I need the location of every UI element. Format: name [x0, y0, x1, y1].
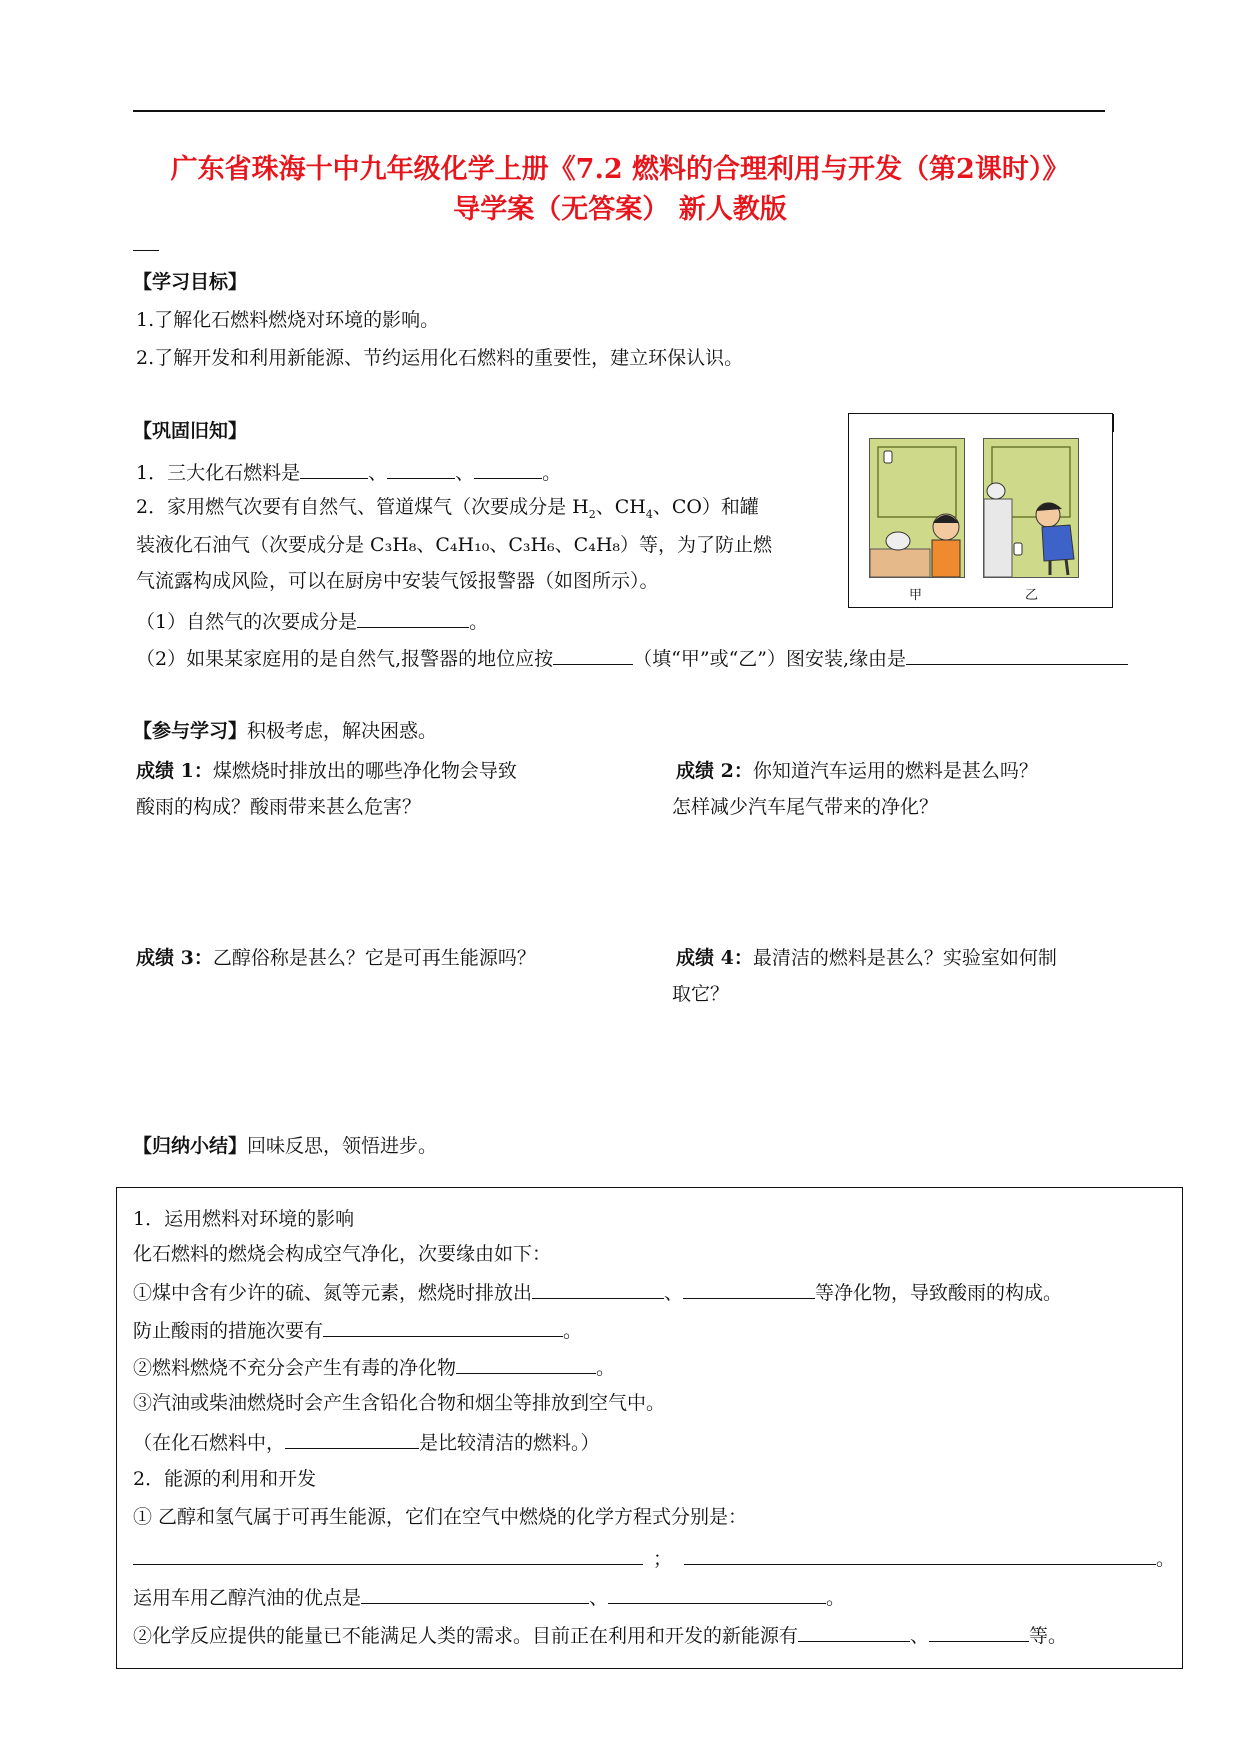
separator: 、 — [664, 1282, 684, 1304]
answer-blank[interactable] — [798, 1621, 910, 1642]
separator: 、 — [910, 1625, 930, 1647]
task-4-line1 — [676, 945, 1057, 971]
review-heading: 【巩固旧知】 — [133, 420, 248, 442]
small-dash — [133, 250, 159, 251]
objective-2: 2.了解开发和利用新能源、节约运用化石燃料的重要性，建立环保认识。 — [136, 347, 744, 369]
separator: 、 — [368, 462, 388, 484]
item-text: ②燃料燃烧不充分会产生有毒的净化物 — [133, 1357, 457, 1379]
task-4-line2: 取它？ — [672, 983, 730, 1005]
kitchen-illustration-right — [984, 439, 1078, 577]
answer-blank[interactable] — [929, 1621, 1029, 1642]
answer-blank[interactable] — [906, 644, 1128, 665]
figure-label-jia: 甲 — [909, 588, 923, 603]
task-2-text: 你知道汽车运用的燃料是甚么吗？ — [752, 760, 1038, 782]
summary-s1-item3: ③汽油或柴油燃烧时会产生含铅化合物和烟尘等排放到空气中。 — [133, 1392, 666, 1414]
participate-tail: 积极考虑，解决困惑。 — [247, 720, 438, 742]
doc-title-line1: 广东省珠海十中九年级化学上册《7.2 燃料的合理利用与开发（第2课时）》 — [170, 154, 1070, 185]
answer-blank[interactable] — [285, 1428, 419, 1449]
task-2-line2: 怎样减少汽车尾气带来的净化？ — [672, 796, 939, 818]
review-q1-prefix: 1．三大化石燃料是 — [136, 462, 301, 484]
task-2-label: 成绩 2： — [676, 760, 753, 782]
objectives-heading: 【学习目标】 — [133, 271, 248, 293]
answer-blank[interactable] — [323, 1316, 563, 1337]
answer-blank[interactable] — [553, 644, 633, 665]
task-1-line1 — [136, 758, 517, 784]
review-q2-sub1 — [136, 607, 488, 635]
subscript: 4 — [645, 507, 653, 521]
participate-heading-line — [133, 718, 437, 744]
separator: 、 — [589, 1587, 609, 1609]
q2-text: 、CH — [595, 496, 646, 518]
period: 。 — [596, 1357, 616, 1379]
q2-sub1-text: （1）自然气的次要成分是 — [136, 611, 358, 633]
summary-s1-note — [133, 1428, 600, 1456]
answer-blank[interactable] — [683, 1278, 815, 1299]
answer-blank[interactable] — [474, 458, 542, 479]
review-q2-line1 — [136, 494, 759, 528]
equation-blank[interactable] — [684, 1544, 1156, 1565]
objective-1: 1.了解化石燃料燃烧对环境的影响。 — [136, 309, 440, 331]
doc-title-line2: 导学案（无答案） 新人教版 — [453, 194, 787, 225]
summary-equations-line — [133, 1544, 1175, 1572]
period: 。 — [1156, 1548, 1176, 1570]
figure-corner-mark — [1112, 414, 1114, 432]
answer-blank[interactable] — [361, 1583, 589, 1604]
period: 。 — [469, 611, 489, 633]
summary-tail: 回味反思，领悟进步。 — [247, 1135, 438, 1157]
summary-s2-item2 — [133, 1621, 1067, 1649]
figure-panel-left — [869, 438, 965, 578]
task-4-label: 成绩 4： — [676, 947, 753, 969]
review-q2-sub2 — [136, 644, 1128, 672]
task-1-line2: 酸雨的构成？酸雨带来甚么危害？ — [136, 796, 422, 818]
task-3-text: 乙醇俗称是甚么？它是可再生能源吗？ — [212, 947, 536, 969]
summary-heading: 【归纳小结】 — [133, 1135, 248, 1157]
item-text: 等。 — [1029, 1625, 1068, 1647]
answer-blank[interactable] — [532, 1278, 664, 1299]
summary-s2-item1: ① 乙醇和氢气属于可再生能源，它们在空气中燃烧的化学方程式分别是： — [133, 1506, 748, 1528]
review-q2-line2: 装液化石油气（次要成分是 C₃H₈、C₄H₁₀、C₃H₆、C₄H₈）等，为了防止燃 — [136, 534, 773, 556]
period: 。 — [542, 462, 562, 484]
review-q1 — [136, 458, 561, 486]
gas-alarm-figure — [848, 413, 1113, 608]
period: 。 — [563, 1320, 583, 1342]
answer-blank[interactable] — [608, 1583, 826, 1604]
q2-sub2-text: （填“甲”或“乙”）图安装,缘由是 — [633, 648, 907, 670]
answer-blank[interactable] — [300, 458, 368, 479]
item-text: 防止酸雨的措施次要有 — [133, 1320, 324, 1342]
summary-heading-line — [133, 1133, 437, 1159]
task-4-text: 最清洁的燃料是甚么？实验室如何制 — [752, 947, 1057, 969]
header-rule — [133, 110, 1105, 112]
summary-s2-advantages — [133, 1583, 845, 1611]
separator: 、 — [455, 462, 475, 484]
participate-heading: 【参与学习】 — [133, 720, 248, 742]
task-3-label: 成绩 3： — [136, 947, 213, 969]
review-q2-line3: 气流露构成风险，可以在厨房中安装气馁报警器（如图所示）。 — [136, 570, 659, 592]
task-2-line1 — [676, 758, 1038, 784]
answer-blank[interactable] — [456, 1353, 596, 1374]
summary-s1-item1b — [133, 1316, 582, 1344]
q2-text: 2．家用燃气次要有自然气、管道煤气（次要成分是 H — [136, 496, 589, 518]
figure-panel-right — [983, 438, 1079, 578]
task-1-text: 煤燃烧时排放出的哪些净化物会导致 — [212, 760, 517, 782]
q2-sub2-text: （2）如果某家庭用的是自然气,报警器的地位应按 — [136, 648, 554, 670]
figure-label-yi: 乙 — [1025, 588, 1039, 603]
answer-blank[interactable] — [387, 458, 455, 479]
period: 。 — [826, 1587, 846, 1609]
kitchen-illustration-left — [870, 439, 964, 577]
separator: ； — [653, 1548, 673, 1570]
task-3-line1 — [136, 945, 536, 971]
task-1-label: 成绩 1： — [136, 760, 213, 782]
q2-text: 、CO）和罐 — [652, 496, 759, 518]
item-text: 等净化物，导致酸雨的构成。 — [815, 1282, 1063, 1304]
summary-s1-item1 — [133, 1278, 1062, 1306]
item-text: 运用车用乙醇汽油的优点是 — [133, 1587, 362, 1609]
subscript: 2 — [588, 507, 596, 521]
equation-blank[interactable] — [133, 1544, 643, 1565]
answer-blank[interactable] — [357, 607, 469, 628]
summary-s1-line1: 化石燃料的燃烧会构成空气净化，次要缘由如下： — [133, 1243, 552, 1265]
summary-s2-title: 2．能源的利用和开发 — [133, 1468, 317, 1490]
note-text: 是比较清洁的燃料。） — [419, 1432, 600, 1454]
item-text: ②化学反应提供的能量已不能满足人类的需求。目前正在利用和开发的新能源有 — [133, 1625, 799, 1647]
summary-s1-title: 1．运用燃料对环境的影响 — [133, 1208, 355, 1230]
summary-s1-item2 — [133, 1353, 615, 1381]
item-text: ①煤中含有少许的硫、氮等元素，燃烧时排放出 — [133, 1282, 533, 1304]
note-text: （在化石燃料中， — [133, 1432, 286, 1454]
